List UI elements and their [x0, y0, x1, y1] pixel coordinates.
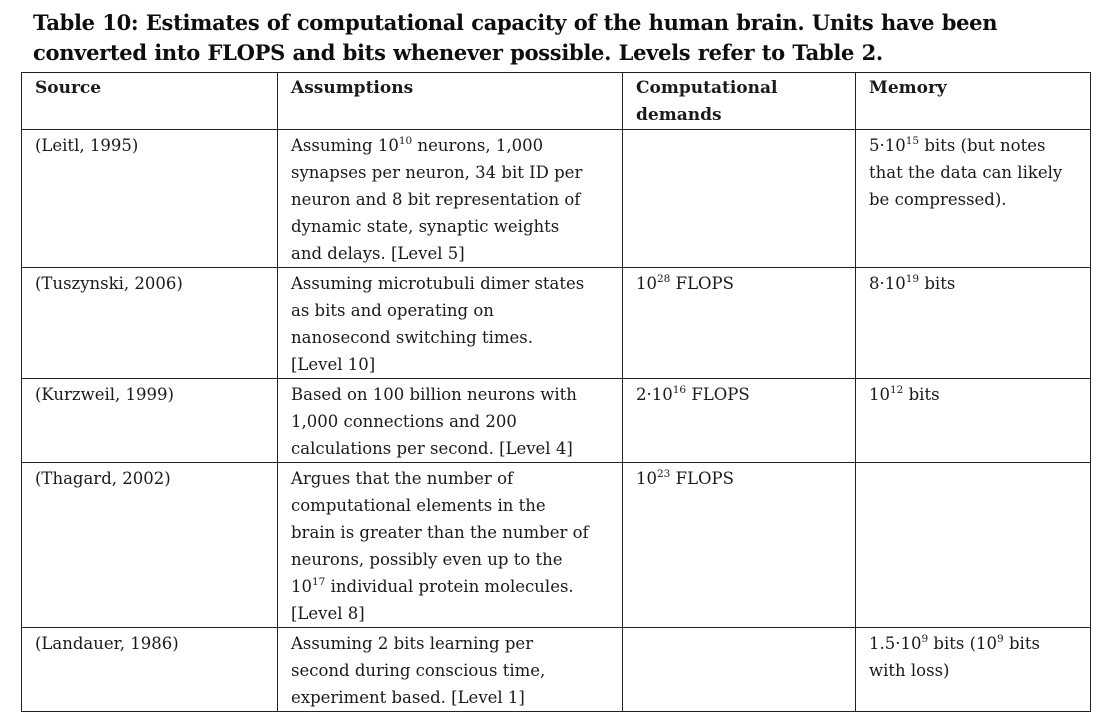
table-header-row: [22, 73, 1091, 130]
assumption-line: as bits and operating on: [291, 301, 494, 320]
memory-line: with loss): [869, 661, 950, 680]
assumption-line: Assuming microtubuli dimer states: [291, 274, 585, 293]
header-computational-line-1: Computational: [636, 78, 778, 98]
assumption-line: brain is greater than the number of: [291, 523, 589, 542]
cell-assumptions: [278, 130, 623, 268]
cell-source: (Tuszynski, 2006): [22, 268, 278, 379]
cell-memory: [856, 268, 1091, 379]
header-assumptions: Assumptions: [278, 73, 623, 130]
cell-memory: [856, 379, 1091, 463]
header-computational-demands: [623, 73, 856, 130]
cell-source: (Landauer, 1986): [22, 628, 278, 712]
cell-assumptions: [278, 379, 623, 463]
cell-computational-demands: [623, 379, 856, 463]
estimates-table: [21, 72, 1091, 712]
cell-source: (Kurzweil, 1999): [22, 379, 278, 463]
assumption-line: synapses per neuron, 34 bit ID per: [291, 163, 583, 182]
cell-computational-demands: [623, 268, 856, 379]
assumption-line: Assuming 2 bits learning per: [291, 634, 534, 653]
assumption-line: neurons, possibly even up to the: [291, 550, 563, 569]
memory-value: $10^{12}$ bits: [869, 383, 940, 404]
cell-memory: [856, 130, 1091, 268]
caption-line-2: converted into FLOPS and bits whenever possible. Levels refer to Table 2.: [33, 40, 883, 65]
memory-line: be compressed).: [869, 190, 1007, 209]
assumption-line: [Level 8]: [291, 604, 365, 623]
table-caption: [33, 8, 1093, 68]
assumption-line: Assuming $10^{10}$ neurons, 1,000: [291, 134, 544, 155]
assumption-line: computational elements in the: [291, 496, 546, 515]
cell-assumptions: [278, 628, 623, 712]
assumption-line: neuron and 8 bit representation of: [291, 190, 581, 209]
table-row: [22, 379, 1091, 463]
cell-computational-demands: [623, 130, 856, 268]
assumption-line: dynamic state, synaptic weights: [291, 217, 560, 236]
header-computational-line-2: demands: [636, 105, 722, 125]
cell-memory: [856, 628, 1091, 712]
assumption-line: calculations per second. [Level 4]: [291, 439, 573, 458]
assumption-line: experiment based. [Level 1]: [291, 688, 525, 707]
header-memory: Memory: [856, 73, 1091, 130]
caption-line-1: Table 10: Estimates of computational capacity of the human brain. Units have been: [33, 10, 998, 35]
header-source: Source: [22, 73, 278, 130]
cell-memory: [856, 463, 1091, 628]
table-row: [22, 268, 1091, 379]
assumption-line: $10^{17}$ individual protein molecules.: [291, 575, 574, 596]
table-row: [22, 130, 1091, 268]
compute-value: $2\cdot 10^{16}$ FLOPS: [636, 383, 750, 404]
cell-computational-demands: [623, 463, 856, 628]
assumption-line: Based on 100 billion neurons with: [291, 385, 577, 404]
table-row: [22, 628, 1091, 712]
memory-line: that the data can likely: [869, 163, 1063, 182]
cell-assumptions: [278, 268, 623, 379]
assumption-line: [Level 10]: [291, 355, 376, 374]
assumption-line: and delays. [Level 5]: [291, 244, 465, 263]
compute-value: $10^{23}$ FLOPS: [636, 467, 734, 488]
compute-value: $10^{28}$ FLOPS: [636, 272, 734, 293]
cell-computational-demands: [623, 628, 856, 712]
cell-assumptions: [278, 463, 623, 628]
table-row: [22, 463, 1091, 628]
assumption-line: Argues that the number of: [291, 469, 514, 488]
assumption-line: nanosecond switching times.: [291, 328, 533, 347]
cell-source: (Leitl, 1995): [22, 130, 278, 268]
memory-line: $5\cdot 10^{15}$ bits (but notes: [869, 134, 1046, 155]
assumption-line: second during conscious time,: [291, 661, 546, 680]
memory-value: $8\cdot 10^{19}$ bits: [869, 272, 956, 293]
memory-line: $1.5\cdot 10^9$ bits ($10^9$ bits: [869, 632, 1040, 653]
cell-source: (Thagard, 2002): [22, 463, 278, 628]
assumption-line: 1,000 connections and 200: [291, 412, 517, 431]
